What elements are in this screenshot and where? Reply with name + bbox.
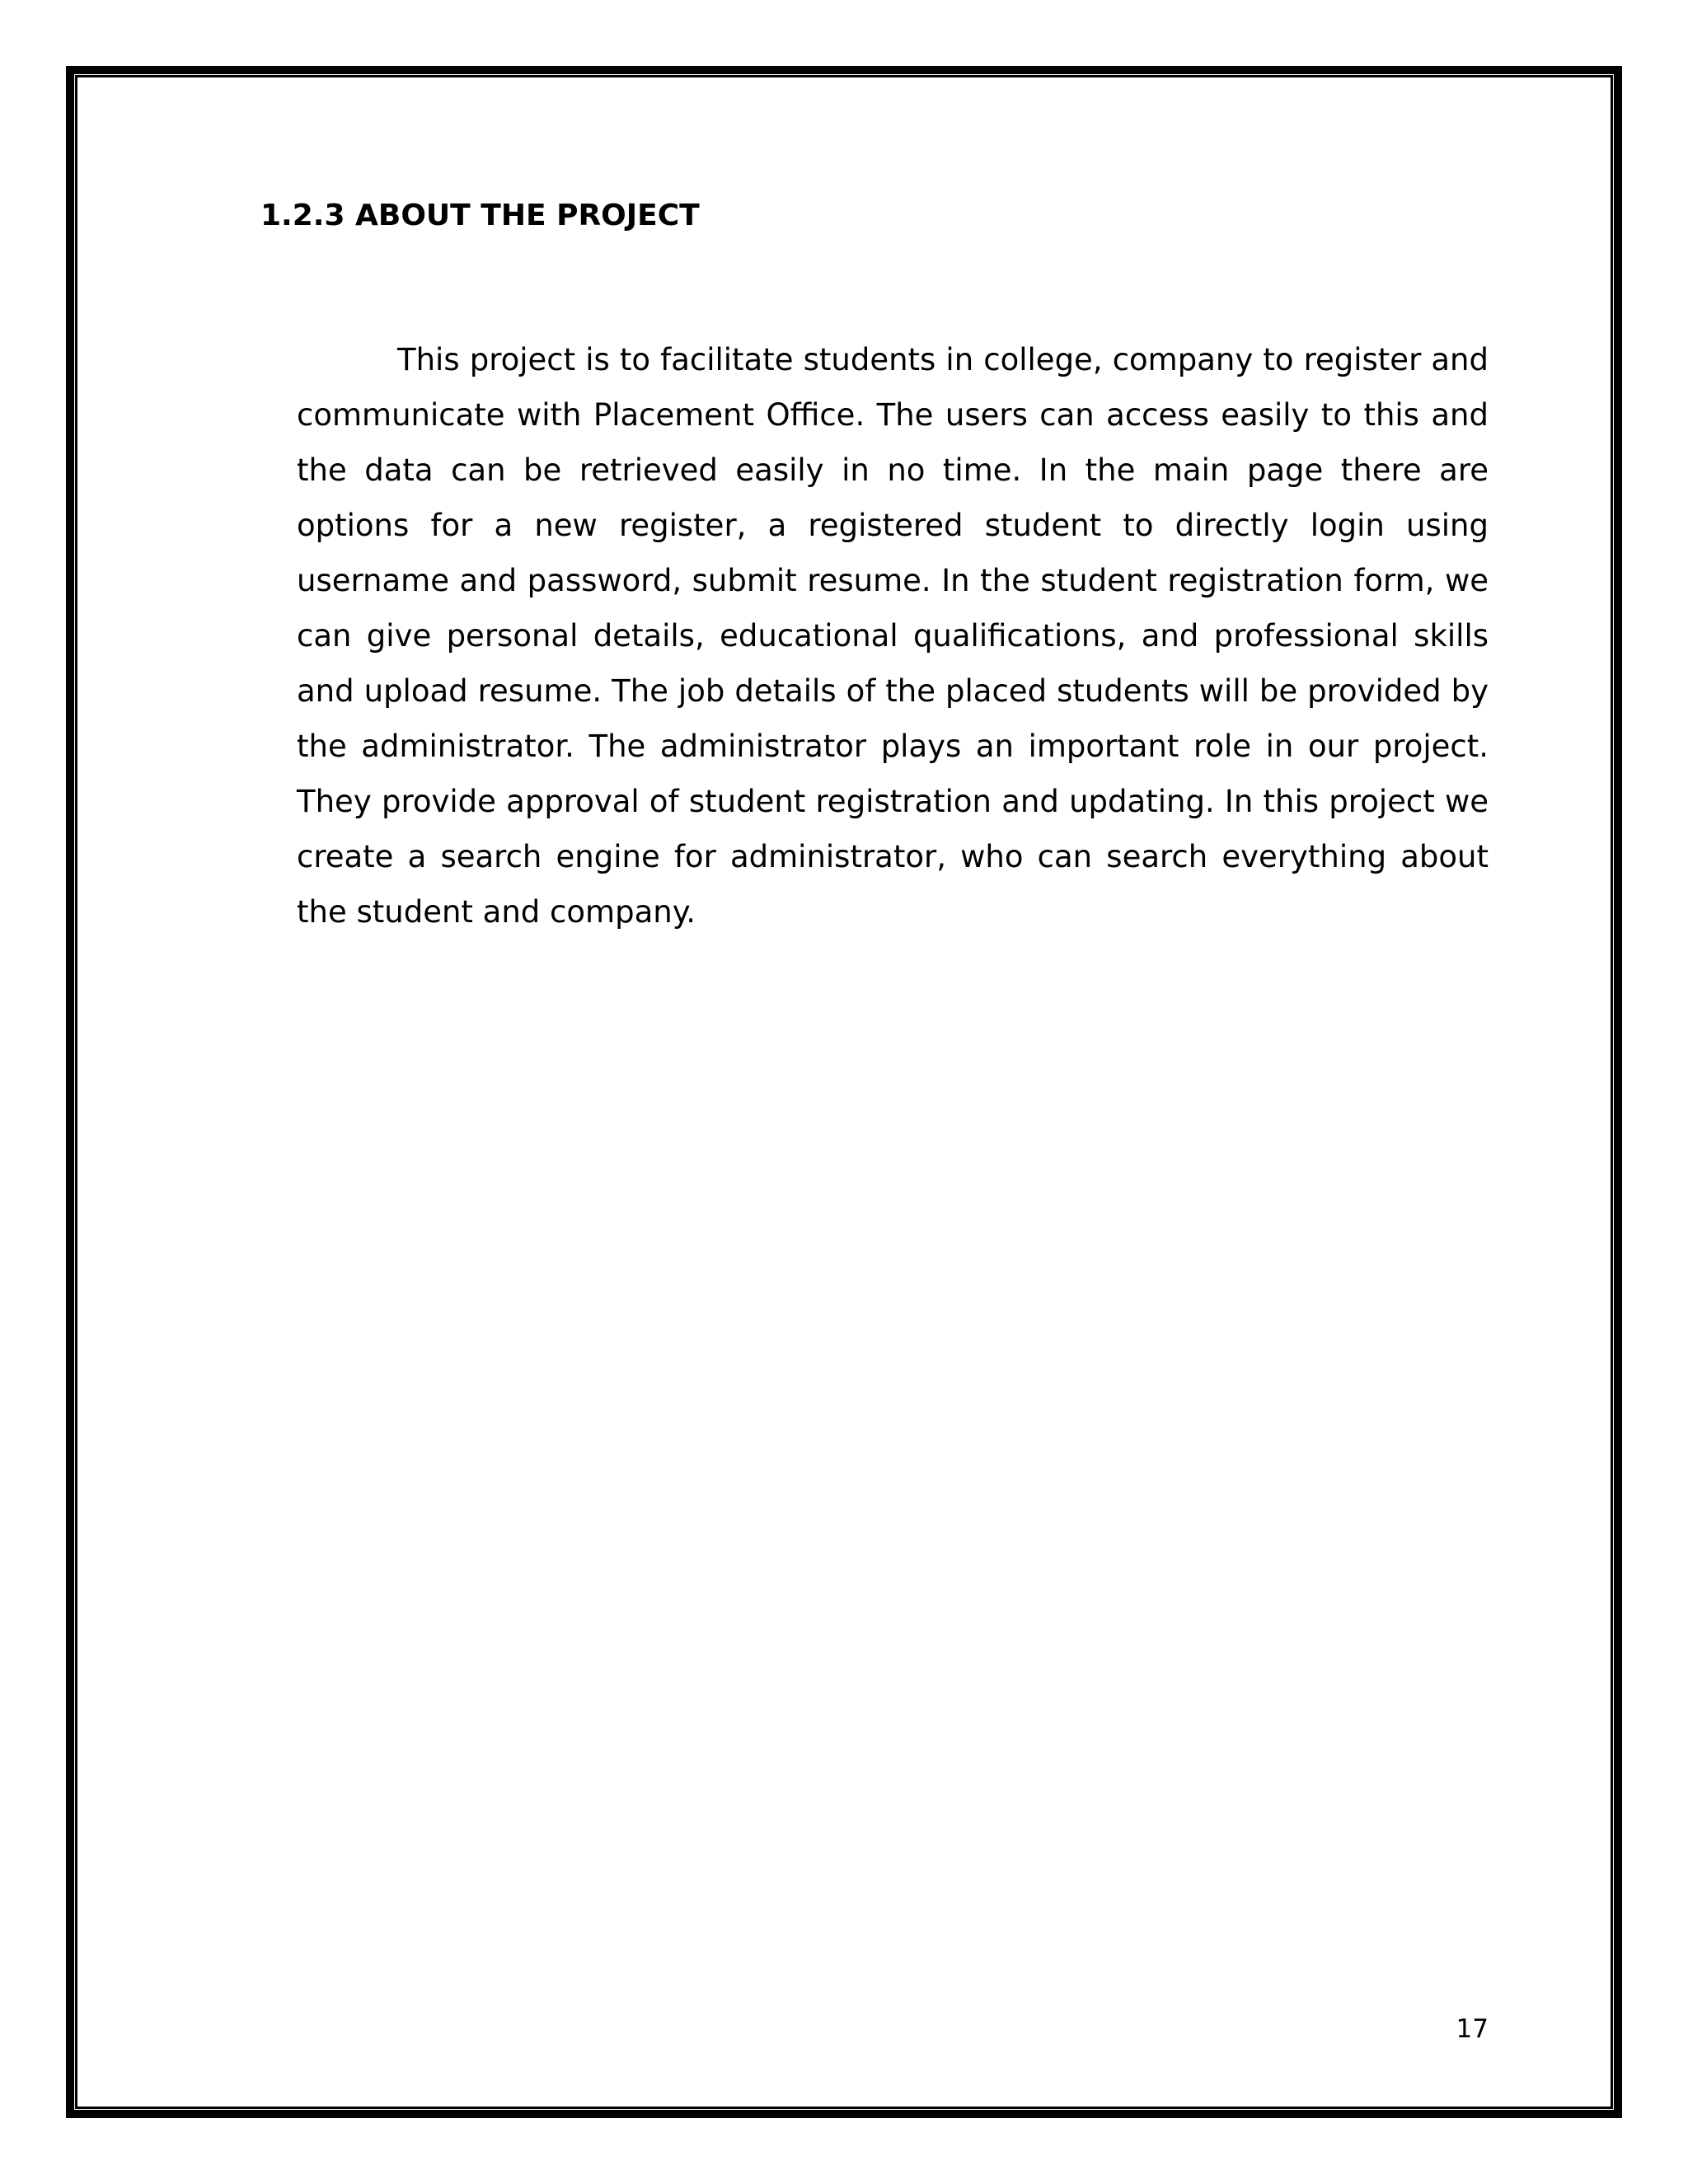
page-number: 17 <box>1456 2014 1489 2044</box>
section-heading: 1.2.3 ABOUT THE PROJECT <box>260 199 700 232</box>
body-paragraph: This project is to facilitate students in college, company to register and communicate with Placement Office. The users can access easily to this and the data can be retrieved easily in no time. In the main page there are options for a new register, a registered student to directly login using username and password, submit resume. In the student registration form, we can give personal details, educational qualifications, and professional skills and upload resume. The job details of the placed students will be provided by the administrator. The administrator plays an important role in our project. They provide approval of student registration and updating. In this project we create a search engine for administrator, who can search everything about the student and company. <box>297 342 1489 930</box>
